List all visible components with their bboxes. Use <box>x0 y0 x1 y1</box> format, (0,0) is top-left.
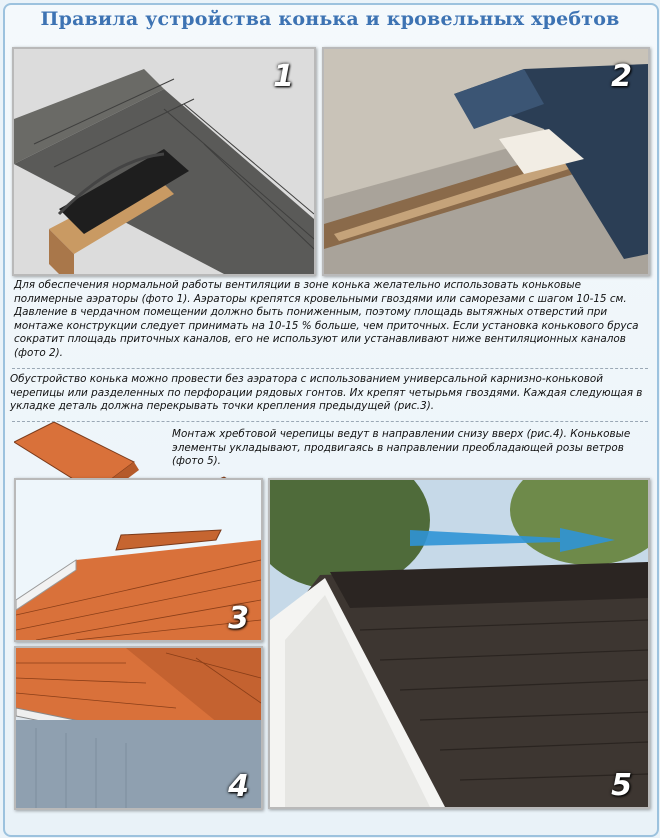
separator-1 <box>12 368 648 369</box>
figure-number-5: 5 <box>611 768 632 803</box>
paragraph-ridge-without-aerator: Обустройство конька можно провести без аэратора с использованием универсальной карнизно-коньковой черепицы или разделенных по перфорации рядовых гонтов. Их крепят четырьмя гвоздями. Каждая следующая в укладке деталь должна перекрывать точки крепления предыдущей (рис.3). <box>10 373 643 413</box>
photo-2 <box>322 47 650 276</box>
illustration-3 <box>14 478 263 642</box>
figure-number-3: 3 <box>228 601 249 636</box>
page-title: Правила устройства конька и кровельных хребтов <box>40 8 620 30</box>
paragraph-ventilation: Для обеспечения нормальной работы вентиляции в зоне конька желательно использовать коньковые полимерные аэраторы (фото 1). Аэраторы крепятся кровельными гвоздями или саморезами с шагом 10-15 см. Давление в чердачном помещении должно быть пониженным, поэтому площадь вытяжных отверстий при монтаже конструкции следует принимать на 10-15 % больше, чем приточных. Если установка конькового бруса сократит площадь приточных каналов, его не используют или устанавливают ниже вентиляционных каналов (фото 2). <box>14 279 639 359</box>
figure-number-4: 4 <box>228 769 249 804</box>
figure-number-2: 2 <box>611 59 632 94</box>
paragraph-hip-installation: Монтаж хребтовой черепицы ведут в направлении снизу вверх (рис.4). Коньковые элементы укладывают, продвигаясь в направлении преобладающей розы ветров (фото 5). <box>172 428 631 468</box>
figure-number-1: 1 <box>273 59 294 94</box>
illustration-4 <box>14 646 263 810</box>
photo-1 <box>12 47 316 276</box>
photo-5 <box>268 478 650 809</box>
